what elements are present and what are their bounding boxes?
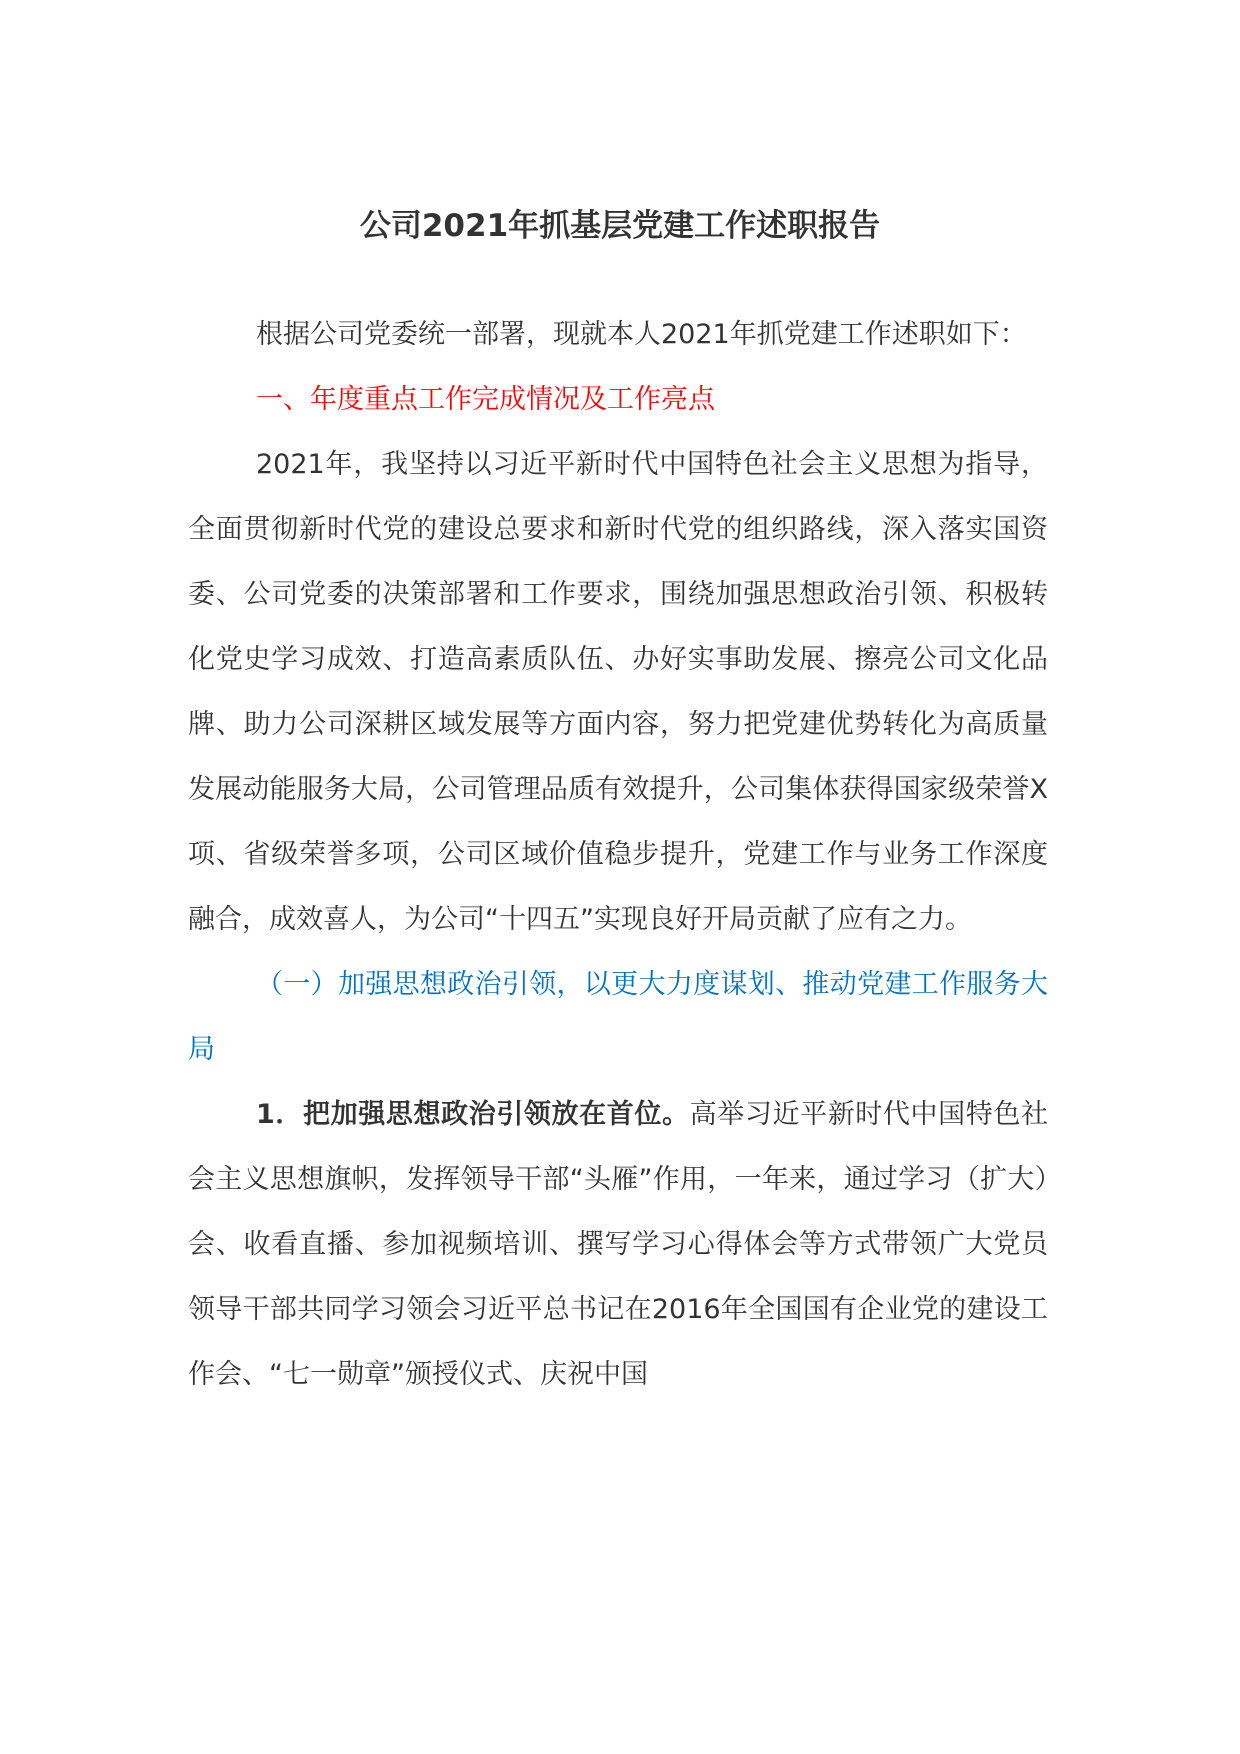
item-paragraph bbox=[188, 1082, 1048, 1407]
item-text: 高举习近平新时代中国特色社会主义思想旗帜，发挥领导干部“头雁”作用，一年来，通过学习（扩大）会、收看直播、参加视频培训、撰写学习心得体会等方式带领广大党员领导干部共同学习领会习近平总书记在2016年全国国有企业党的建设工作会、“七一勋章”颁授仪式、庆祝中国 bbox=[188, 1099, 1048, 1390]
document-body bbox=[188, 302, 1048, 1407]
subsection-heading: （一）加强思想政治引领，以更大力度谋划、推动党建工作服务大局 bbox=[188, 969, 1048, 1065]
section-heading: 一、年度重点工作完成情况及工作亮点 bbox=[256, 384, 715, 415]
section-paragraph: 2021年，我坚持以习近平新时代中国特色社会主义思想为指导，全面贯彻新时代党的建设总要求和新时代党的组织路线，深入落实国资委、公司党委的决策部署和工作要求，围绕加强思想政治引领、积极转化党史学习成效、打造高素质队伍、办好实事助发展、擦亮公司文化品牌、助力公司深耕区域发展等方面内容，努力把党建优势转化为高质量发展动能服务大局，公司管理品质有效提升，公司集体获得国家级荣誉X项、省级荣誉多项，公司区域价值稳步提升，党建工作与业务工作深度融合，成效喜人，为公司“十四五”实现良好开局贡献了应有之力。 bbox=[188, 449, 1048, 935]
document-title: 公司2021年抓基层党建工作述职报告 bbox=[359, 208, 881, 244]
item-heading: 1．把加强思想政治引领放在首位。 bbox=[256, 1099, 690, 1130]
intro-paragraph: 根据公司党委统一部署，现就本人2021年抓党建工作述职如下： bbox=[256, 319, 1027, 350]
